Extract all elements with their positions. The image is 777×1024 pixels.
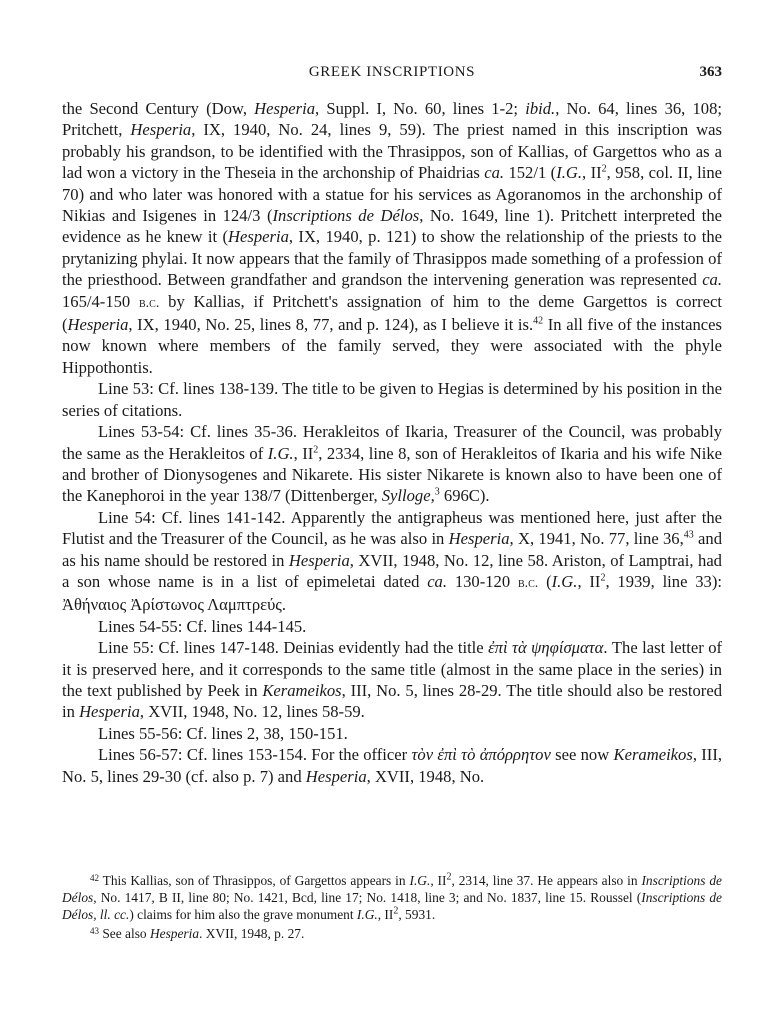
italic-run: I.G.	[551, 571, 578, 591]
text-run: Line 55: Cf. lines 147-148. Deinias evidently had the title	[98, 638, 489, 658]
italic-run: ibid.	[525, 99, 556, 118]
paragraph-line-55	[62, 637, 722, 723]
footnote-ref-43[interactable]: 43	[683, 529, 694, 541]
text-run: (	[538, 571, 552, 591]
footnote-42	[62, 870, 722, 923]
superscript: 2	[393, 905, 399, 917]
text-run: by Kallias, if Pritchett's assignation of him to the deme Gargettos is correct (	[62, 291, 722, 335]
text-run: the Second Century (Dow,	[62, 99, 255, 118]
text-run: , II	[293, 443, 314, 463]
paragraph-lines-54-55	[62, 616, 722, 637]
superscript: 2	[313, 443, 319, 455]
text-run: , XVII, 1948, No. 12, line 58. Ariston, of Lamptrai, had a son whose name is in a list of epimeletai dated	[62, 550, 722, 591]
text-run: , 1939, line 33):	[605, 571, 722, 591]
text-run: , III, No. 5, lines 28-29. The title should also be restored in	[62, 680, 722, 722]
text-run: Lines 54-55: Cf. lines 144-145.	[98, 616, 307, 636]
text-run: See also	[99, 926, 150, 942]
text-run: , 958, col. II, line 70) and who later was honored with a statue for his services as Agoranomos in the archonship of Nikias and Isigenes in 124/3 (	[62, 163, 722, 226]
text-run: and as his name should be restored in	[62, 529, 722, 570]
italic-run: Inscriptions de Délos	[62, 873, 722, 905]
superscript: 2	[601, 163, 607, 175]
text-run: Lines 56-57: Cf. lines 153-154. For the officer	[98, 745, 412, 765]
italic-run: ca.	[427, 571, 447, 591]
page-number: 363	[699, 64, 722, 80]
text-run: , II	[577, 571, 601, 591]
italic-run: I.G.	[556, 163, 583, 183]
italic-run: ca.	[484, 163, 505, 183]
paragraph-lines-55-56	[62, 723, 722, 744]
text-run: , II	[377, 906, 394, 922]
italic-run: ca.	[702, 270, 722, 290]
text-run: In all five of the instances now known where members of the family served, they were associated with the phyle Hippothontis.	[62, 315, 722, 377]
footnote-43	[62, 923, 722, 943]
paragraph-line-53	[62, 378, 722, 421]
text-run: , X, 1941, No. 77, line 36,	[509, 529, 684, 549]
text-run: , Suppl. I, No. 60, lines 1-2;	[315, 99, 526, 118]
text-run: , 2334, line 8, son of Herakleitos of Ikaria and his wife Nike and brother of Dionysogenes and Nikarete. His sister Nikarete is known also to have been one of the Kanephoroi in the year 138/7 (Dittenberger,	[62, 443, 722, 506]
italic-run: Hesperia	[149, 926, 200, 942]
running-title: GREEK INSCRIPTIONS	[308, 64, 476, 80]
paragraph-lines-56-57	[62, 744, 722, 787]
italic-run: Kerameikos	[613, 745, 693, 765]
text-run: , XVII, 1948, No. 12, lines 58-59.	[139, 702, 365, 722]
italic-run: Hesperia	[254, 99, 316, 118]
text-run: , No. 64, lines 36, 108; Pritchett,	[62, 99, 722, 140]
text-run: This Kallias, son of Thrasippos, of Gargettos appears in	[99, 873, 410, 888]
text-run: 696C).	[439, 486, 490, 506]
italic-run: Sylloge,	[381, 486, 435, 506]
italic-run: Inscriptions de Délos, ll. cc.	[62, 889, 722, 922]
italic-run: Hesperia	[67, 315, 129, 335]
italic-run: Hesperia	[228, 227, 289, 247]
text-run: 152/1 (	[504, 163, 557, 183]
footnote-number: 43	[90, 926, 99, 937]
text-run: see now	[550, 745, 614, 765]
footnotes	[62, 870, 722, 943]
text-run: ) claims for him also the grave monument	[129, 906, 357, 922]
superscript: 2	[446, 871, 452, 883]
text-run: , 2314, line 37. He appears also in	[451, 873, 642, 888]
italic-run: Hesperia	[288, 550, 350, 570]
text-run: 165/4-150	[62, 291, 140, 311]
text-run: , No. 1417, B II, line 80; No. 1421, Bcd, line 17; No. 1418, line 3; and No. 1837, line 15. Roussel (	[93, 889, 642, 905]
greek-text: τὸν ἐπὶ τὸ ἀπόρρητον	[411, 745, 551, 765]
body-text	[62, 98, 722, 787]
text-run: , No. 1649, line 1). Pritchett interpreted the evidence as he knew it (	[62, 206, 722, 247]
text-run: . The last letter of it is preserved here, and it corresponds to the same title (almost in the same place in the series) in the text published by Peek in	[62, 638, 723, 700]
greek-text: ἐπὶ τὰ ψηφίσματα	[488, 638, 604, 658]
running-header	[62, 64, 722, 86]
paragraph-1	[62, 98, 722, 378]
footnote-ref-42[interactable]: 42	[533, 315, 544, 327]
text-run: , III, No. 5, lines 29-30 (cf. also p. 7) and	[62, 745, 723, 786]
superscript: 2	[600, 572, 606, 584]
italic-run: Hesperia	[79, 702, 140, 722]
italic-run: I.G.	[267, 443, 294, 463]
text-run: , IX, 1940, p. 121) to show the relationship of the priests to the prytanizing phylai. It now appears that the family of Thrasippos made something of a profession of the priesthood. Between grandfather and grandson the intervening generation was represented	[62, 227, 722, 290]
text-run: , IX, 1940, No. 25, lines 8, 77, and p. 124), as I believe it is.	[128, 315, 534, 335]
text-run: Lines 53-54: Cf. lines 35-36. Herakleitos of Ikaria, Treasurer of the Council, was probably the same as the Herakleitos of	[62, 422, 722, 463]
greek-text: Ἀθήναιος Ἀρίστωνος Λαμπτρεύς	[62, 595, 282, 615]
paragraph-lines-53-54	[62, 421, 722, 507]
text-run: 130-120	[447, 571, 518, 591]
italic-run: Hesperia	[130, 120, 192, 140]
italic-run: Kerameikos	[262, 680, 342, 700]
text-run: , XVII, 1948, No.	[366, 766, 485, 786]
footnote-number: 42	[90, 873, 99, 883]
italic-run: I.G.	[409, 873, 431, 888]
text-run: , II	[582, 163, 602, 183]
superscript: 3	[434, 486, 440, 498]
text-run: , II	[430, 873, 447, 888]
text-run: , IX, 1940, No. 24, lines 9, 59). The priest named in this inscription was probably his grandson, to be identified with the Thrasippos, son of Kallias, of Gargettos who as a lad won a victory in the Theseia in the archonship of Phaidrias	[62, 120, 722, 183]
text-run: Lines 55-56: Cf. lines 2, 38, 150-151.	[98, 723, 348, 743]
italic-run: Inscriptions de Délos	[272, 206, 420, 226]
text-run: Line 53: Cf. lines 138-139. The title to be given to Hegias is determined by his position in the series of citations.	[62, 379, 722, 420]
paragraph-line-54	[62, 507, 722, 616]
text-run: . XVII, 1948, p. 27.	[199, 926, 305, 942]
text-run: .	[281, 595, 287, 615]
italic-run: I.G.	[356, 906, 378, 922]
text-run: Line 54: Cf. lines 141-142. Apparently the antigrapheus was mentioned here, just after the Flutist and the Treasurer of the Council, as he was also in	[62, 507, 722, 549]
italic-run: Hesperia	[448, 529, 510, 549]
text-run: , 5931.	[398, 906, 436, 922]
small-caps-run: b.c.	[517, 575, 539, 591]
small-caps-run: b.c.	[139, 295, 160, 311]
italic-run: Hesperia	[305, 766, 367, 786]
